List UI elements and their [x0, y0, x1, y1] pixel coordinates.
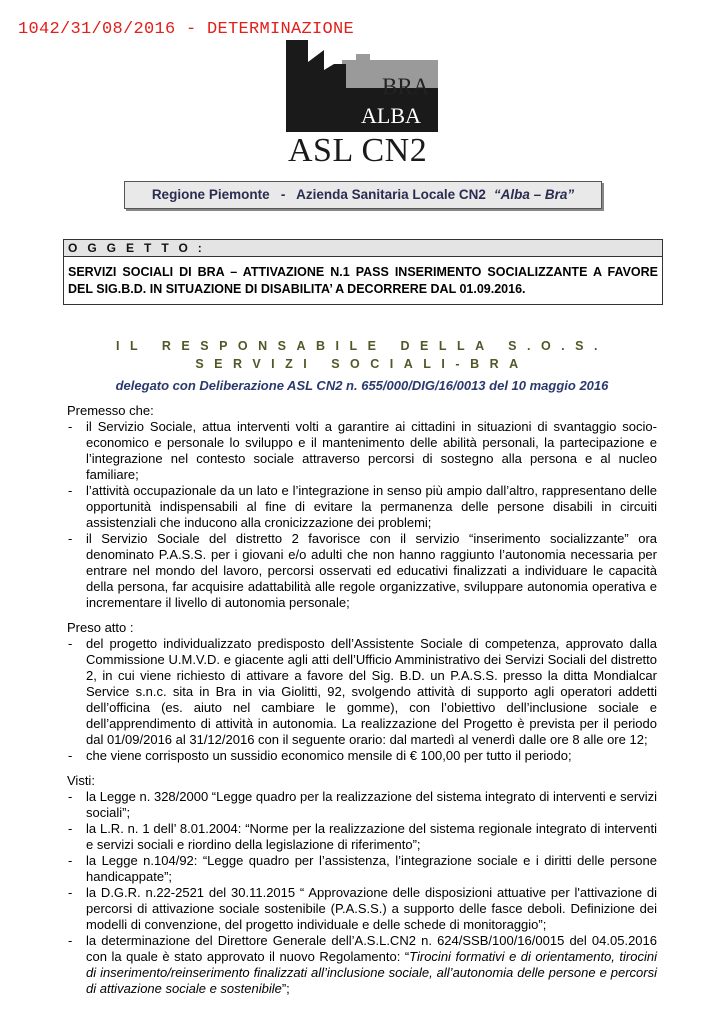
logo-asl-text: ASL CN2 — [288, 132, 428, 169]
asl-cn2-logo — [286, 40, 438, 169]
premesso-label: Premesso che: — [67, 403, 154, 418]
region-cities: “Alba – Bra” — [493, 187, 575, 202]
subject-box — [63, 239, 663, 305]
list-item-text: la determinazione del Direttore Generale dell’A.S.L.CN2 n. 624/SSB/100/16/0015 del 04.05.2016 con la quale è stato approvato il nuovo Regolamento: “ — [86, 933, 657, 964]
list-item-suffix: ”; — [281, 981, 290, 996]
visti-list — [67, 789, 657, 997]
region-banner — [124, 181, 602, 209]
list-item: - del progetto individualizzato predisposto dell’Assistente Sociale di competenza, approvato dalla Commissione U.M.V.D. e giacente agli atti dell’Ufficio Amministrativo dei Servizi Sociali del distretto 2, in cui viene richiesto di attivare a favore del Sig. B.D. un P.A.S.S. presso la ditta Mondialcar Service s.n.c. sita in Bra in via Giolitti, 92, svolgendo attività di supporto agli operatori addetti dell’officina (es. aiuto nel cambiare le gomme), con l’obiettivo dell’inclusione sociale e dell’apprendimento di attività in autonomia. La realizzazione del Progetto è prevista per il periodo dal 01/09/2016 al 31/12/2016 con il seguente orario: dal martedì al venerdì dalle ore 8 alle ore 12; — [67, 636, 657, 748]
list-item: - l’attività occupazionale da un lato e l’integrazione in senso più ampio dall’altro, rappresentano delle opportunità indispensabili al fine di evitare la permanenza delle persone disabili in circuiti assistenziali che inducono alla cronicizzazione dei problemi; — [67, 483, 657, 531]
subject-label: OGGETTO: — [64, 240, 662, 257]
preso-atto-list — [67, 636, 657, 764]
protocol-stamp: 1042/31/08/2016 - DETERMINAZIONE — [18, 20, 355, 39]
list-item: - il Servizio Sociale del distretto 2 favorisce con il servizio “inserimento socializzante” ora denominato P.A.S.S. per i giovani e/o adulti che non hanno raggiunto l’autonomia necessaria per entrare nel mondo del lavoro, percorsi osservati ed educativi finalizzati a individuare le capacità della persona, far acquisire adattabilità alle regole organizzative, sviluppare autonomia operativa e incrementare il livello di autonomia personale; — [67, 531, 657, 611]
delegation-line: delegato con Deliberazione ASL CN2 n. 655/000/DIG/16/0013 del 10 maggio 2016 — [115, 378, 609, 393]
list-item: - la L.R. n. 1 dell’ 8.01.2004: “Norme per la realizzazione del sistema regionale integrato di interventi e servizi sociali e riordino della legislazione di riferimento”; — [67, 821, 657, 853]
list-item: - la Legge n. 328/2000 “Legge quadro per la realizzazione del sistema integrato di interventi e servizi sociali”; — [67, 789, 657, 821]
visti-label: Visti: — [67, 773, 95, 788]
premesso-list — [67, 419, 657, 611]
region-name: Regione Piemonte - Azienda Sanitaria Locale CN2 — [151, 187, 486, 202]
list-item — [67, 933, 657, 997]
subject-text: SERVIZI SOCIALI DI BRA – ATTIVAZIONE N.1 PASS INSERIMENTO SOCIALIZZANTE A FAVORE DEL SIG.B.D. IN SITUAZIONE DI DISABILITA’ A DECORRERE DAL 01.09.2016. — [68, 265, 658, 296]
list-item: - il Servizio Sociale, attua interventi volti a garantire ai cittadini in situazioni di svantaggio socio-economico e personale lo sviluppo e il mantenimento delle abilità personali, la partecipazione e l’integrazione nel contesto sociale attraverso percorsi di sostegno alla persona e al nucleo familiare; — [67, 419, 657, 483]
document-body — [67, 403, 657, 997]
regulation-title: Tirocini formativi e di orientamento, tirocini di inserimento/reinserimento finalizzati all’inclusione sociale, all’autonomia delle persone e percorsi di attivazione sociale e sostenibile — [86, 949, 657, 996]
preso-atto-label: Preso atto : — [67, 620, 134, 635]
list-item: - la D.G.R. n.22-2521 del 30.11.2015 “ Approvazione delle disposizioni attuative per l'attivazione di percorsi di attivazione sociale sostenibile (P.A.S.S.) a supporto delle fasce deboli. Definizione dei modelli di convenzione, del progetto individuale e delle schede di monitoraggio”; — [67, 885, 657, 933]
logo-bra-text: BRA — [382, 74, 430, 99]
list-item: - che viene corrisposto un sussidio economico mensile di € 100,00 per tutto il periodo; — [67, 748, 657, 764]
list-item: - la Legge n.104/92: “Legge quadro per l’assistenza, l’integrazione sociale e i diritti delle persone handicappate”; — [67, 853, 657, 885]
responsible-title: IL RESPONSABILE DELLA S.O.S. — [116, 339, 608, 353]
logo-alba-text: ALBA — [346, 102, 436, 130]
responsible-department: SERVIZI SOCIALI-BRA — [195, 357, 529, 371]
